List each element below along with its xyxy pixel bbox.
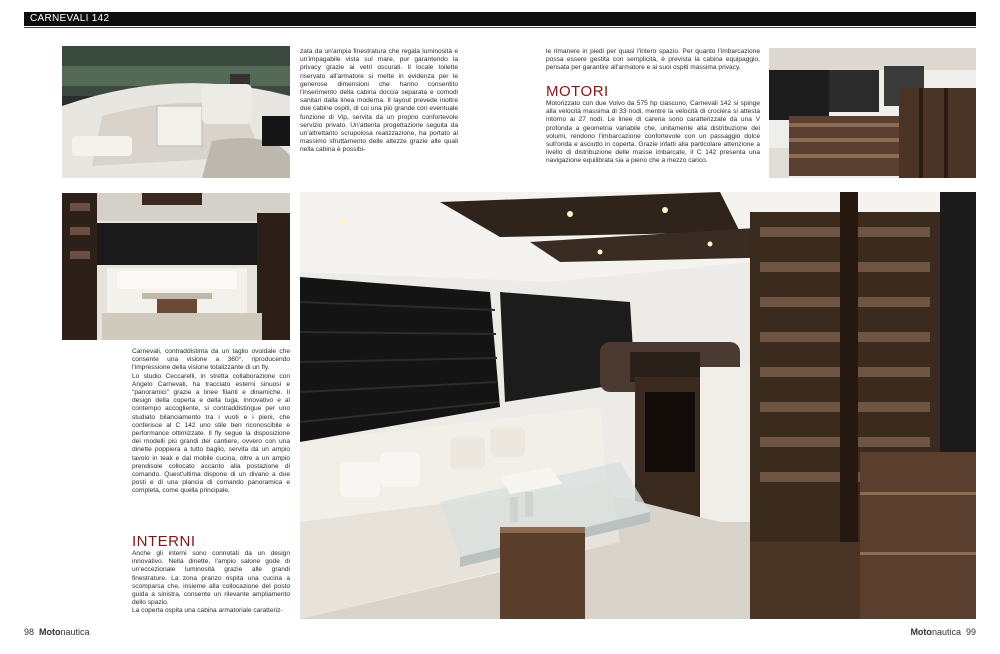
footer-right [910,627,976,637]
page-header-title: CARNEVALI 142 [30,13,110,24]
body-paragraph: le rimanere in piedi per quasi l'intero spazio. Per quanto l'imbarcazione possa essere gestita con semplicità, è prevista la cabina equipaggio, pensata per garantire all'armatore e ai suoi ospiti massima privacy. [546,48,760,72]
header-rule [24,27,976,28]
text-column-motori [546,100,760,166]
page-number-right: 99 [965,627,976,637]
photo-flybridge [62,46,290,178]
brand-rest: nautica [60,627,90,637]
brand-rest: nautica [931,627,961,637]
text-column-interni [132,550,290,616]
brand-bold: Moto [910,627,932,637]
photo-dinette [62,193,290,340]
photo-salon-main [300,192,976,619]
text-column-left [132,348,290,496]
body-paragraph: Motorizzato con due Volvo da 575 hp ciascuno, Carnevali 142 si spinge alla velocità massima di 33 nodi, mentre la velocità di crociera si attesta intorno ai 27 nodi. Le linee di carena sono caratterizzate da una V profonda a geometria variabile che, unitamente alla distribuzione dei volumi, rendono l'imbarcazione confortevole con un passaggio dolce sull'onda e asciutto in coperta. Grazie infatti alla particolare attenzione a livello di distribuzione delle masse imbarcate, il C 142 presenta una navigazione equilibrata sia a pieno che a mezzo carico. [546,100,760,165]
section-heading-motori: MOTORI [546,83,609,100]
body-paragraph: Lo studio Ceccarelli, in stretta collaborazione con Angelo Carnevali, ha tracciato esterni sinuosi e "panoramici" grazie a linee filanti e dinamiche. Il design della coperta e della tuga, innovativo e al contempo accogliente, si contraddistingue per uno studiato bilanciamento tra i vuoti e i pieni, che conferisce al C 142 uno stile ben riconoscibile e performance ottimizzate. Il fly segue la disposizione dei modelli più grandi del cantiere, ovvero con una dinette poppiera a tutto baglio, servita da un ampio tavolo in teak e dal mobile cucina, oltre a un ampio prendisole collocato accanto alla postazione di comando. Quest'ultima dispone di un divano a due posti e di una plancia di comando panoramica e completa, come quella principale. [132,372,290,495]
footer-left [24,627,90,637]
page-number-left: 98 [24,627,35,637]
brand-bold: Moto [39,627,61,637]
body-paragraph: La coperta ospita una cabina armatoriale caratteriz- [132,607,283,615]
body-paragraph: Carnevali, contraddistinta da un taglio ovoidale che consente una visione a 360°, riproducendo l'impressione della visione totalizzante di un fly. [132,348,290,372]
text-column-top-right [546,48,760,73]
photo-salon-small [769,48,976,178]
text-column-top-middle [300,48,458,155]
body-paragraph: zata da un'ampia finestratura che regala luminosità e un'impagabile vista sul mare, pur garantendo la privacy grazie ai vetri oscurati. Il locale toilette riservato all'armatore si mette in evidenza per le generose dimensioni che hanno consentito l'inserimento della cabina doccia separata e comodi sanitari dalla linea moderna. Il layout prevede inoltre due cabine ospiti, di cui una più grande con eventuale funzione di Vip, servita da un proprio confortevole servizio privato. Un'attenta progettazione seguita da un'altrettanto scrupolosa realizzazione, ha portato al massimo sfruttamento delle altezze grazie alle quali nella cabina è possibi- [300,48,458,154]
section-heading-interni: INTERNI [132,533,196,550]
header-bar [24,12,976,26]
body-paragraph: Anche gli interni sono connotati da un design innovativo. Nella dinette, l'ampio salone gode di un'eccezionale luminosità grazie alle grandi finestrature. La zona pranzo ospita una cucina a scomparsa che, insieme alla collocazione del posto guida a sinistra, consente un rilevante ampliamento dello spazio. [132,550,290,607]
